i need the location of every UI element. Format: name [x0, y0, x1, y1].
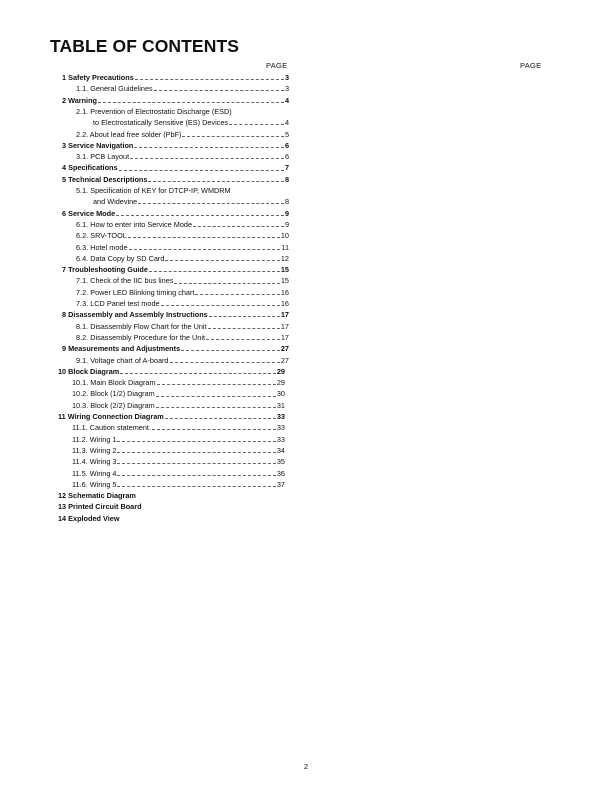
toc-entry-page: 7	[284, 163, 289, 173]
toc-entry	[76, 242, 289, 253]
toc-entry	[72, 388, 285, 399]
toc-entry-label: 8.1. Disassembly Flow Chart for the Unit	[76, 321, 207, 331]
toc-dot-leader	[117, 450, 275, 453]
toc-entry	[76, 355, 289, 366]
toc-entry-label: 4 Specifications	[62, 163, 118, 173]
toc-entry	[62, 72, 289, 83]
toc-entry	[72, 468, 285, 479]
toc-entry-page: 8	[284, 197, 289, 207]
toc-entry-label: 7.1. Check of the IIC bus lines	[76, 276, 174, 286]
toc-dot-leader	[117, 461, 275, 464]
toc-entry-label: 2.1. Prevention of Electrostatic Discharge (ESD)	[76, 106, 232, 116]
toc-entry-label: and Widevine	[93, 197, 138, 207]
toc-dot-leader	[130, 156, 284, 159]
toc-entry-page: 3	[284, 73, 289, 82]
toc-entry-page: 10	[280, 231, 289, 241]
toc-entry-page: 29	[276, 378, 285, 388]
toc-entry	[62, 162, 289, 173]
toc-entry	[76, 332, 289, 343]
toc-entry-page: 15	[280, 276, 289, 286]
toc-entry	[76, 230, 289, 241]
toc-dot-leader	[120, 371, 276, 374]
toc-entry-page: 17	[280, 310, 289, 320]
toc-entry-page: 33	[276, 423, 285, 433]
toc-entry	[62, 264, 289, 275]
toc-dot-leader	[119, 168, 284, 171]
toc-dot-leader	[156, 394, 276, 397]
toc-dot-leader	[135, 77, 284, 80]
toc-entry-label: 9.1. Voltage chart of A-board	[76, 355, 169, 365]
toc-entry	[93, 117, 289, 128]
toc-dot-leader	[195, 292, 279, 295]
toc-entry-page: 16	[280, 299, 289, 308]
toc-entry-page: 33	[276, 412, 285, 421]
toc-entry-label: 11.3. Wiring 2	[72, 445, 117, 455]
toc-entry	[72, 456, 285, 467]
toc-entry	[58, 366, 285, 377]
toc-dot-leader	[154, 88, 284, 91]
toc-entry-page: 6	[284, 140, 289, 150]
toc-entry-page: 8	[284, 174, 289, 184]
toc-entry	[58, 411, 285, 422]
toc-dot-leader	[229, 122, 284, 125]
toc-entry	[76, 253, 289, 264]
toc-entry-label: 7.3. LCD Panel test mode	[76, 299, 160, 308]
toc-entry-page: 4	[284, 118, 289, 128]
toc-entry-label: 6.1. How to enter into Service Mode	[76, 219, 192, 229]
toc-dot-leader	[128, 235, 280, 238]
toc-dot-leader	[148, 179, 284, 182]
toc-entry	[93, 196, 289, 207]
toc-dot-leader	[174, 281, 280, 284]
toc-entry-label: 10.2. Block (1/2) Diagram	[72, 389, 155, 399]
toc-entry-page: 33	[276, 434, 285, 444]
toc-entry	[58, 513, 120, 524]
toc-dot-leader	[149, 269, 280, 272]
toc-entry	[72, 434, 285, 445]
toc-dot-leader	[134, 145, 284, 148]
toc-entry-label: 8 Disassembly and Assembly Instructions	[62, 310, 208, 320]
toc-entry-label: 6.3. Hotel mode	[76, 242, 128, 252]
toc-entry	[72, 400, 285, 411]
toc-entry-page: 11	[281, 242, 289, 252]
toc-entry-label: 11.4. Wiring 3	[72, 457, 117, 467]
toc-dot-leader	[181, 348, 280, 351]
toc-entry	[76, 298, 289, 309]
toc-entry-label: 10 Block Diagram	[58, 366, 120, 376]
toc-dot-leader	[193, 224, 284, 227]
toc-dot-leader	[157, 382, 276, 385]
toc-dot-leader	[116, 213, 284, 216]
toc-entry-page: 29	[276, 366, 285, 376]
toc-dot-leader	[165, 258, 279, 261]
toc-entry-page: 15	[280, 265, 289, 275]
toc-entry-page: 27	[280, 344, 289, 354]
toc-entry	[58, 501, 142, 512]
toc-entry-label: 3.1. PCB Layout	[76, 152, 130, 162]
toc-entry	[62, 95, 289, 106]
toc-entry	[76, 83, 289, 94]
toc-entry-page: 37	[276, 479, 285, 489]
toc-entry-label: 6.2. SRV-TOOL	[76, 231, 127, 241]
toc-entry-label: 11.5. Wiring 4	[72, 468, 117, 478]
toc-dot-leader	[165, 416, 276, 419]
toc-dot-leader	[152, 427, 276, 430]
toc-entry	[76, 275, 289, 286]
toc-entry-label: 11.2. Wiring 1	[72, 434, 117, 444]
toc-dot-leader	[138, 201, 284, 204]
toc-entry	[72, 445, 285, 456]
toc-entry	[72, 479, 285, 490]
page-title: TABLE OF CONTENTS	[50, 36, 240, 56]
toc-dot-leader	[117, 439, 275, 442]
toc-entry-page: 27	[280, 355, 289, 365]
toc-entry-label: 3 Service Navigation	[62, 140, 134, 150]
page-column-header-right: PAGE	[520, 61, 542, 70]
toc-dot-leader	[161, 303, 280, 306]
toc-dot-leader	[156, 405, 276, 408]
toc-entry-label: 7 Troubleshooting Guide	[62, 265, 148, 275]
toc-entry-page: 9	[284, 219, 289, 229]
toc-entry-label: 6.4. Data Copy by SD Card	[76, 253, 165, 263]
toc-entry-page: 5	[284, 129, 289, 139]
toc-entry-label: 11 Wiring Connection Diagram	[58, 412, 164, 421]
toc-entry	[62, 343, 289, 354]
toc-entry	[76, 321, 289, 332]
toc-entry	[72, 422, 285, 433]
toc-entry-page: 12	[280, 253, 289, 263]
toc-entry-label: 5.1. Specification of KEY for DTCP-IP, WMDRM	[76, 186, 231, 195]
toc-entry	[76, 287, 289, 298]
toc-entry	[76, 106, 232, 117]
toc-dot-leader	[117, 484, 275, 487]
toc-entry	[62, 208, 289, 219]
toc-entry-label: 11.6. Wiring 5	[72, 479, 117, 489]
page-column-header: PAGE	[266, 61, 288, 70]
toc-dot-leader	[208, 326, 280, 329]
toc-entry-label: 11.1. Caution statement.	[72, 423, 151, 433]
toc-dot-leader	[209, 314, 280, 317]
toc-entry-label: 14 Exploded View	[58, 513, 120, 523]
toc-entry	[62, 309, 289, 320]
toc-entry	[72, 377, 285, 388]
toc-entry-label: 6 Service Mode	[62, 208, 116, 218]
toc-entry-page: 31	[276, 400, 285, 410]
toc-entry-page: 6	[284, 152, 289, 162]
toc-entry	[76, 151, 289, 162]
toc-dot-leader	[129, 247, 281, 250]
toc-entry-page: 34	[276, 445, 285, 455]
toc-entry	[76, 129, 289, 140]
toc-entry-label: 10.1. Main Block Diagram	[72, 378, 156, 388]
toc-entry-label: 10.3. Block (2/2) Diagram	[72, 400, 155, 410]
toc-entry-page: 17	[280, 321, 289, 331]
toc-entry-page: 9	[284, 208, 289, 218]
toc-entry-label: 7.2. Power LED Blinking timing chart	[76, 287, 195, 297]
toc-dot-leader	[170, 360, 280, 363]
toc-dot-leader	[182, 134, 283, 137]
toc-entry-label: to Electrostatically Sensitive (ES) Devices	[93, 118, 229, 128]
toc-dot-leader	[206, 337, 280, 340]
toc-entry-page: 3	[284, 84, 289, 94]
toc-entry-label: 13 Printed Circuit Board	[58, 502, 142, 512]
toc-entry-label: 5 Technical Descriptions	[62, 174, 148, 184]
toc-entry-label: 8.2. Disassembly Procedure for the Unit	[76, 332, 205, 342]
toc-entry	[76, 219, 289, 230]
toc-entry-page: 16	[280, 287, 289, 297]
toc-entry-label: 9 Measurements and Adjustments	[62, 344, 181, 354]
toc-entry-label: 2 Warning	[62, 95, 97, 105]
toc-entry-label: 1.1. General Guidelines	[76, 84, 153, 94]
toc-entry-page: 30	[276, 389, 285, 399]
toc-dot-leader	[117, 473, 275, 476]
page-number: 2	[303, 762, 309, 771]
toc-entry-label: 12 Schematic Diagram	[58, 491, 136, 501]
toc-entry	[76, 185, 231, 196]
toc-entry	[62, 174, 289, 185]
toc-entry	[62, 140, 289, 151]
toc-entry-label: 2.2. About lead free solder (PbF)	[76, 129, 182, 139]
toc-entry-page: 36	[276, 468, 285, 478]
toc-dot-leader	[98, 100, 284, 103]
toc-entry-page: 4	[284, 95, 289, 105]
toc-entry-label: 1 Safety Precautions	[62, 73, 134, 82]
toc-entry-page: 35	[276, 457, 285, 467]
toc-entry	[58, 490, 136, 501]
toc-entry-page: 17	[280, 332, 289, 342]
